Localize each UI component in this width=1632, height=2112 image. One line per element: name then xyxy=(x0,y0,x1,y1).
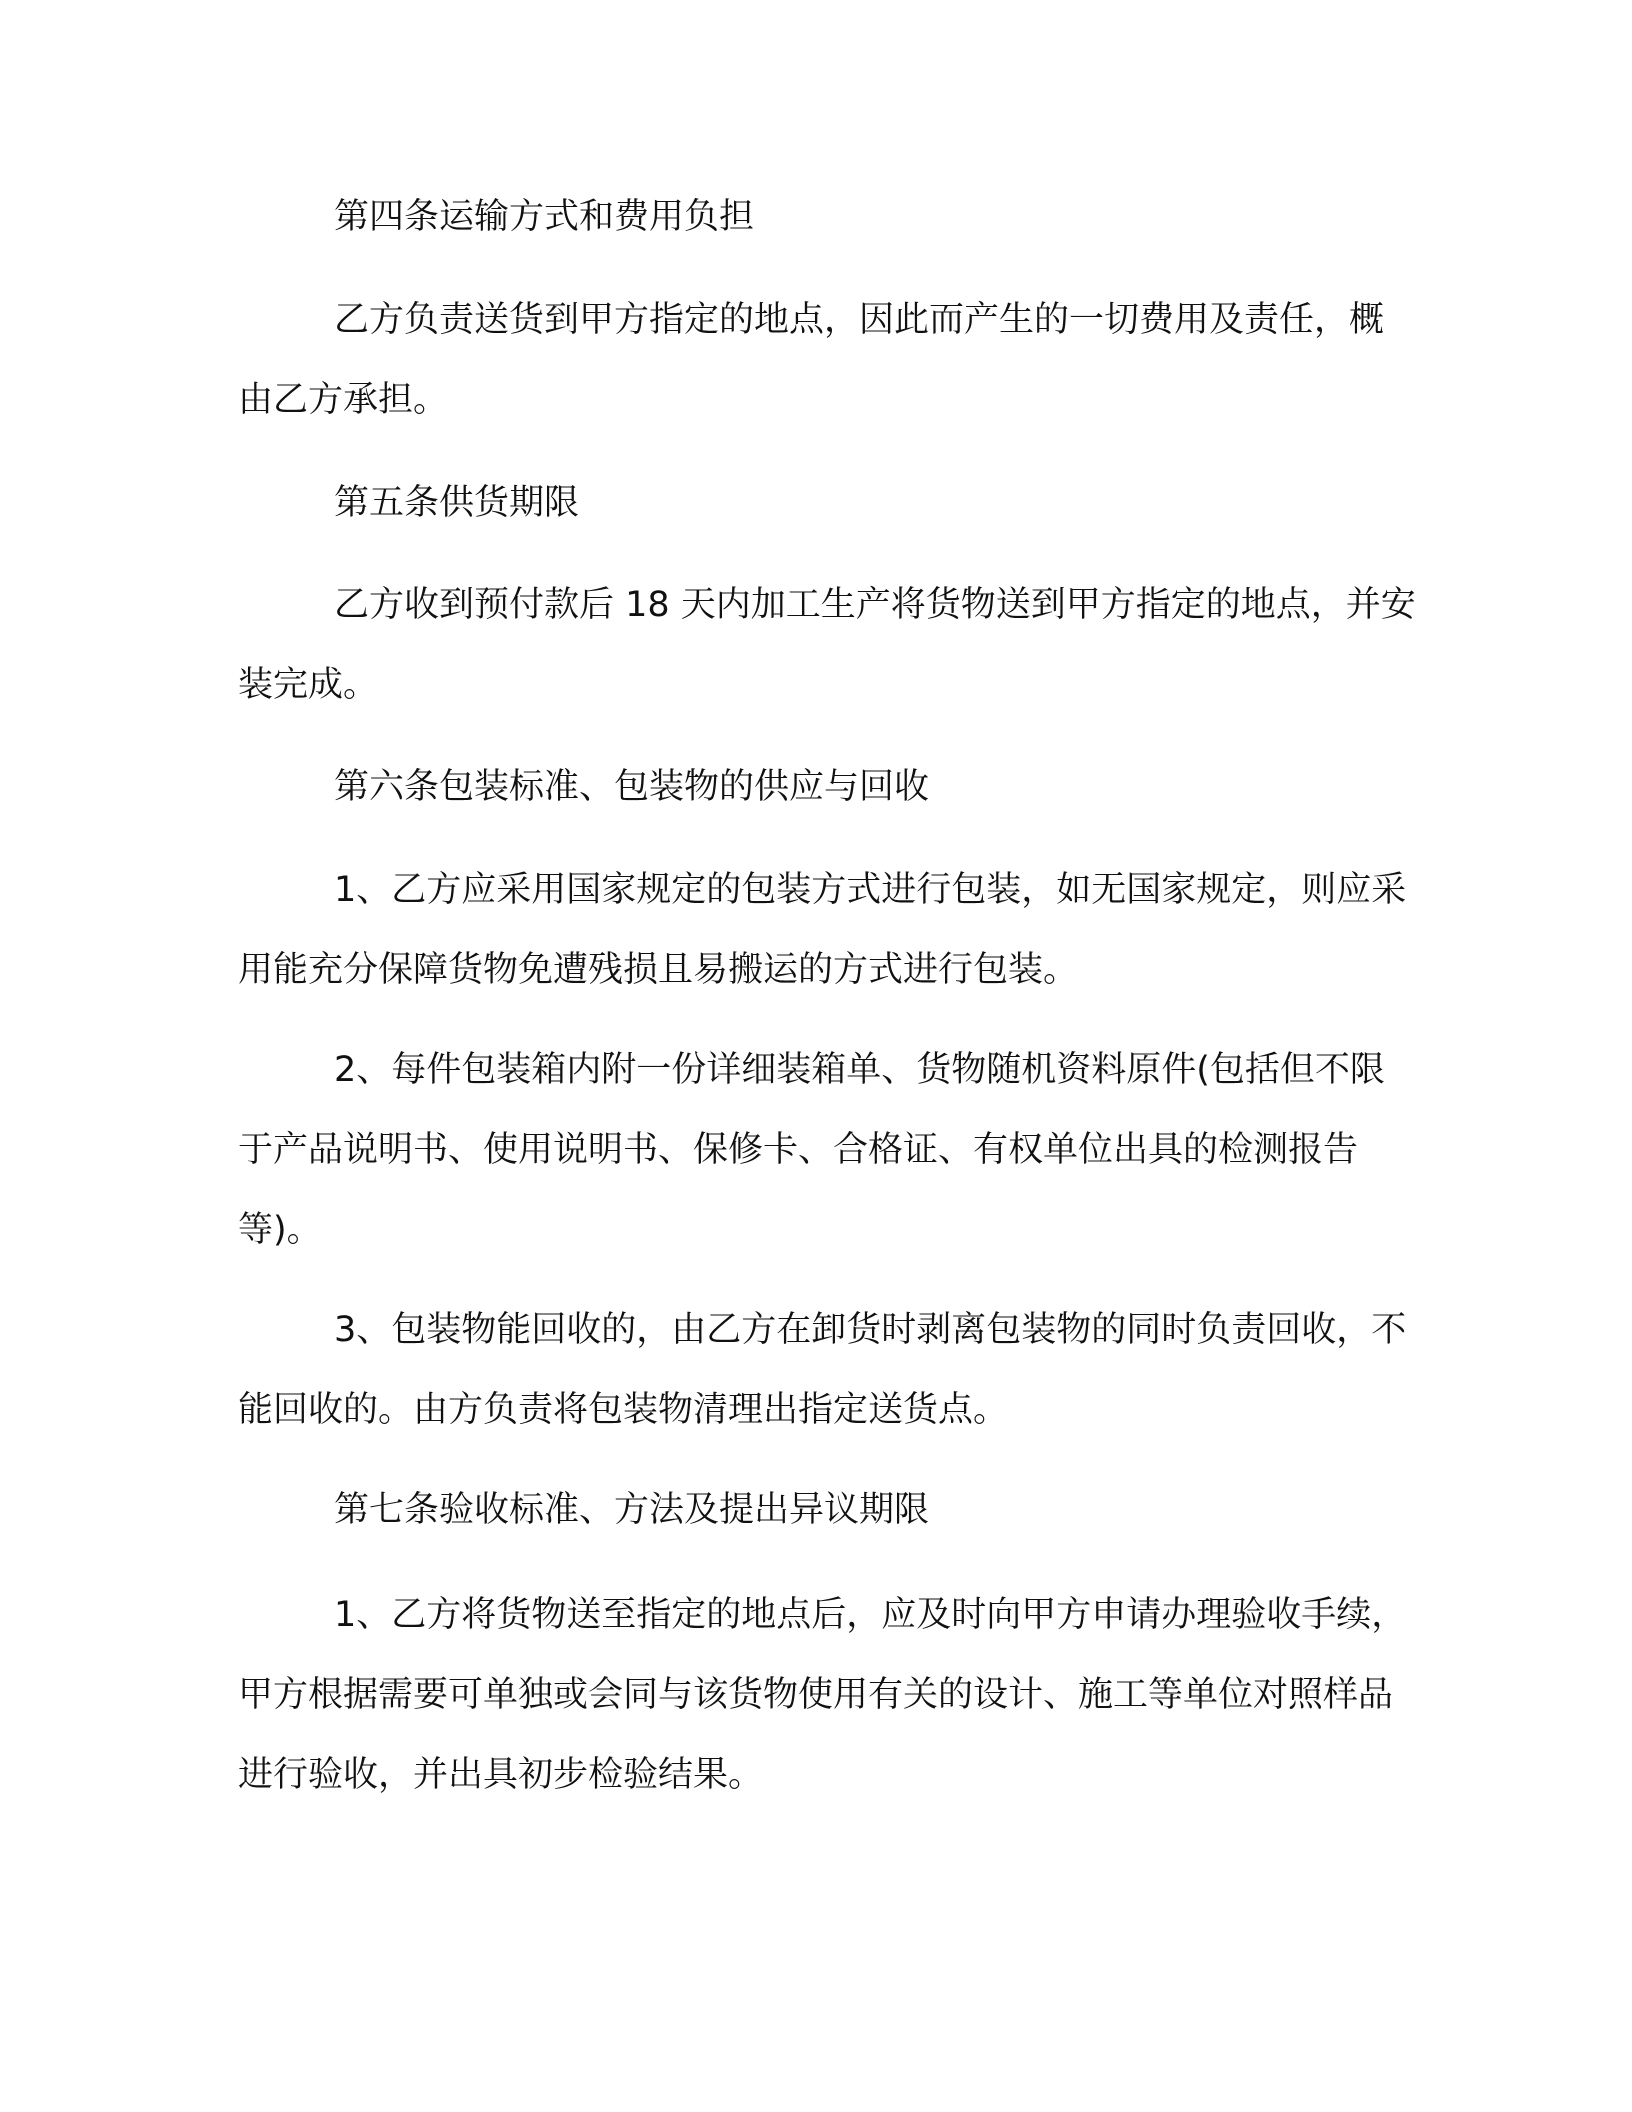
article6-item2: 2、每件包装箱内附一份详细装箱单、货物随机资料原件(包括但不限于产品说明书、使用说明书、保修卡、合格证、有权单位出具的检测报告等)。 xyxy=(238,1050,1385,1250)
article6-item3: 3、包装物能回收的，由乙方在卸货时剥离包装物的同时负责回收，不能回收的。由方负责将包装物清理出指定送货点。 xyxy=(238,1310,1407,1430)
article6-item1: 1、乙方应采用国家规定的包装方式进行包装，如无国家规定，则应采用能充分保障货物免遭残损且易搬运的方式进行包装。 xyxy=(238,870,1407,990)
article4-title: 第四条运输方式和费用负担 xyxy=(334,197,755,237)
article6-title: 第六条包装标准、包装物的供应与回收 xyxy=(334,767,930,807)
article4-text: 乙方负责送货到甲方指定的地点，因此而产生的一切费用及责任，概由乙方承担。 xyxy=(238,300,1385,420)
article7-item1: 1、乙方将货物送至指定的地点后，应及时向甲方申请办理验收手续，甲方根据需要可单独或会同与该货物使用有关的设计、施工等单位对照样品进行验收，并出具初步检验结果。 xyxy=(238,1595,1407,1795)
article5-title: 第五条供货期限 xyxy=(334,483,580,523)
article7-title: 第七条验收标准、方法及提出异议期限 xyxy=(334,1490,930,1530)
article5-text: 乙方收到预付款后 18 天内加工生产将货物送到甲方指定的地点，并安装完成。 xyxy=(238,585,1416,705)
